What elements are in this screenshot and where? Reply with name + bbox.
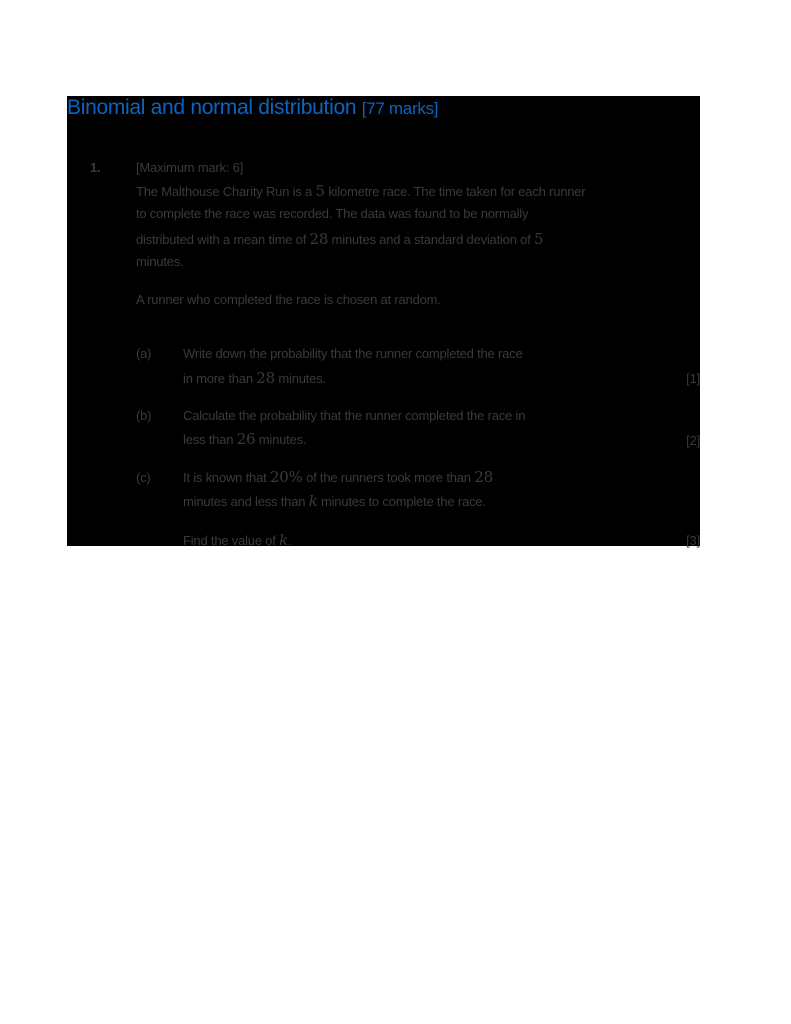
part-c-line-3: Find the value of k. [183,531,292,549]
max-mark: [Maximum mark: 6] [136,160,244,175]
intro-line-3: distributed with a mean time of 28 minutes and a standard deviation of 5 [136,230,544,248]
part-c-line-1: It is known that 20% of the runners took more than 28 [183,468,493,486]
part-a-label: (a) [136,346,152,361]
part-b-line-1: Calculate the probability that the runner completed the race in [183,408,526,423]
part-a-mark: [1] [686,371,700,386]
part-a-line-1: Write down the probability that the runner completed the race [183,346,523,361]
intro-line-2: to complete the race was recorded. The data was found to be normally [136,206,529,221]
title-marks: [77 marks] [361,99,439,118]
intro-line-4: minutes. [136,254,184,269]
part-c-label: (c) [136,470,151,485]
part-c-line-2: minutes and less than k minutes to complete the race. [183,492,486,510]
part-b-label: (b) [136,408,152,423]
section-title [67,96,438,120]
random-statement: A runner who completed the race is chosen at random. [136,292,441,307]
title-text: Binomial and normal distribution [67,96,357,119]
part-a-line-2: in more than 28 minutes. [183,369,326,387]
question-number: 1. [90,160,101,175]
intro-line-1: The Malthouse Charity Run is a 5 kilometre race. The time taken for each runner [136,182,586,200]
part-c-mark: [3] [686,533,700,548]
part-b-line-2: less than 26 minutes. [183,430,307,448]
part-b-mark: [2] [686,433,700,448]
document-block [67,96,700,549]
